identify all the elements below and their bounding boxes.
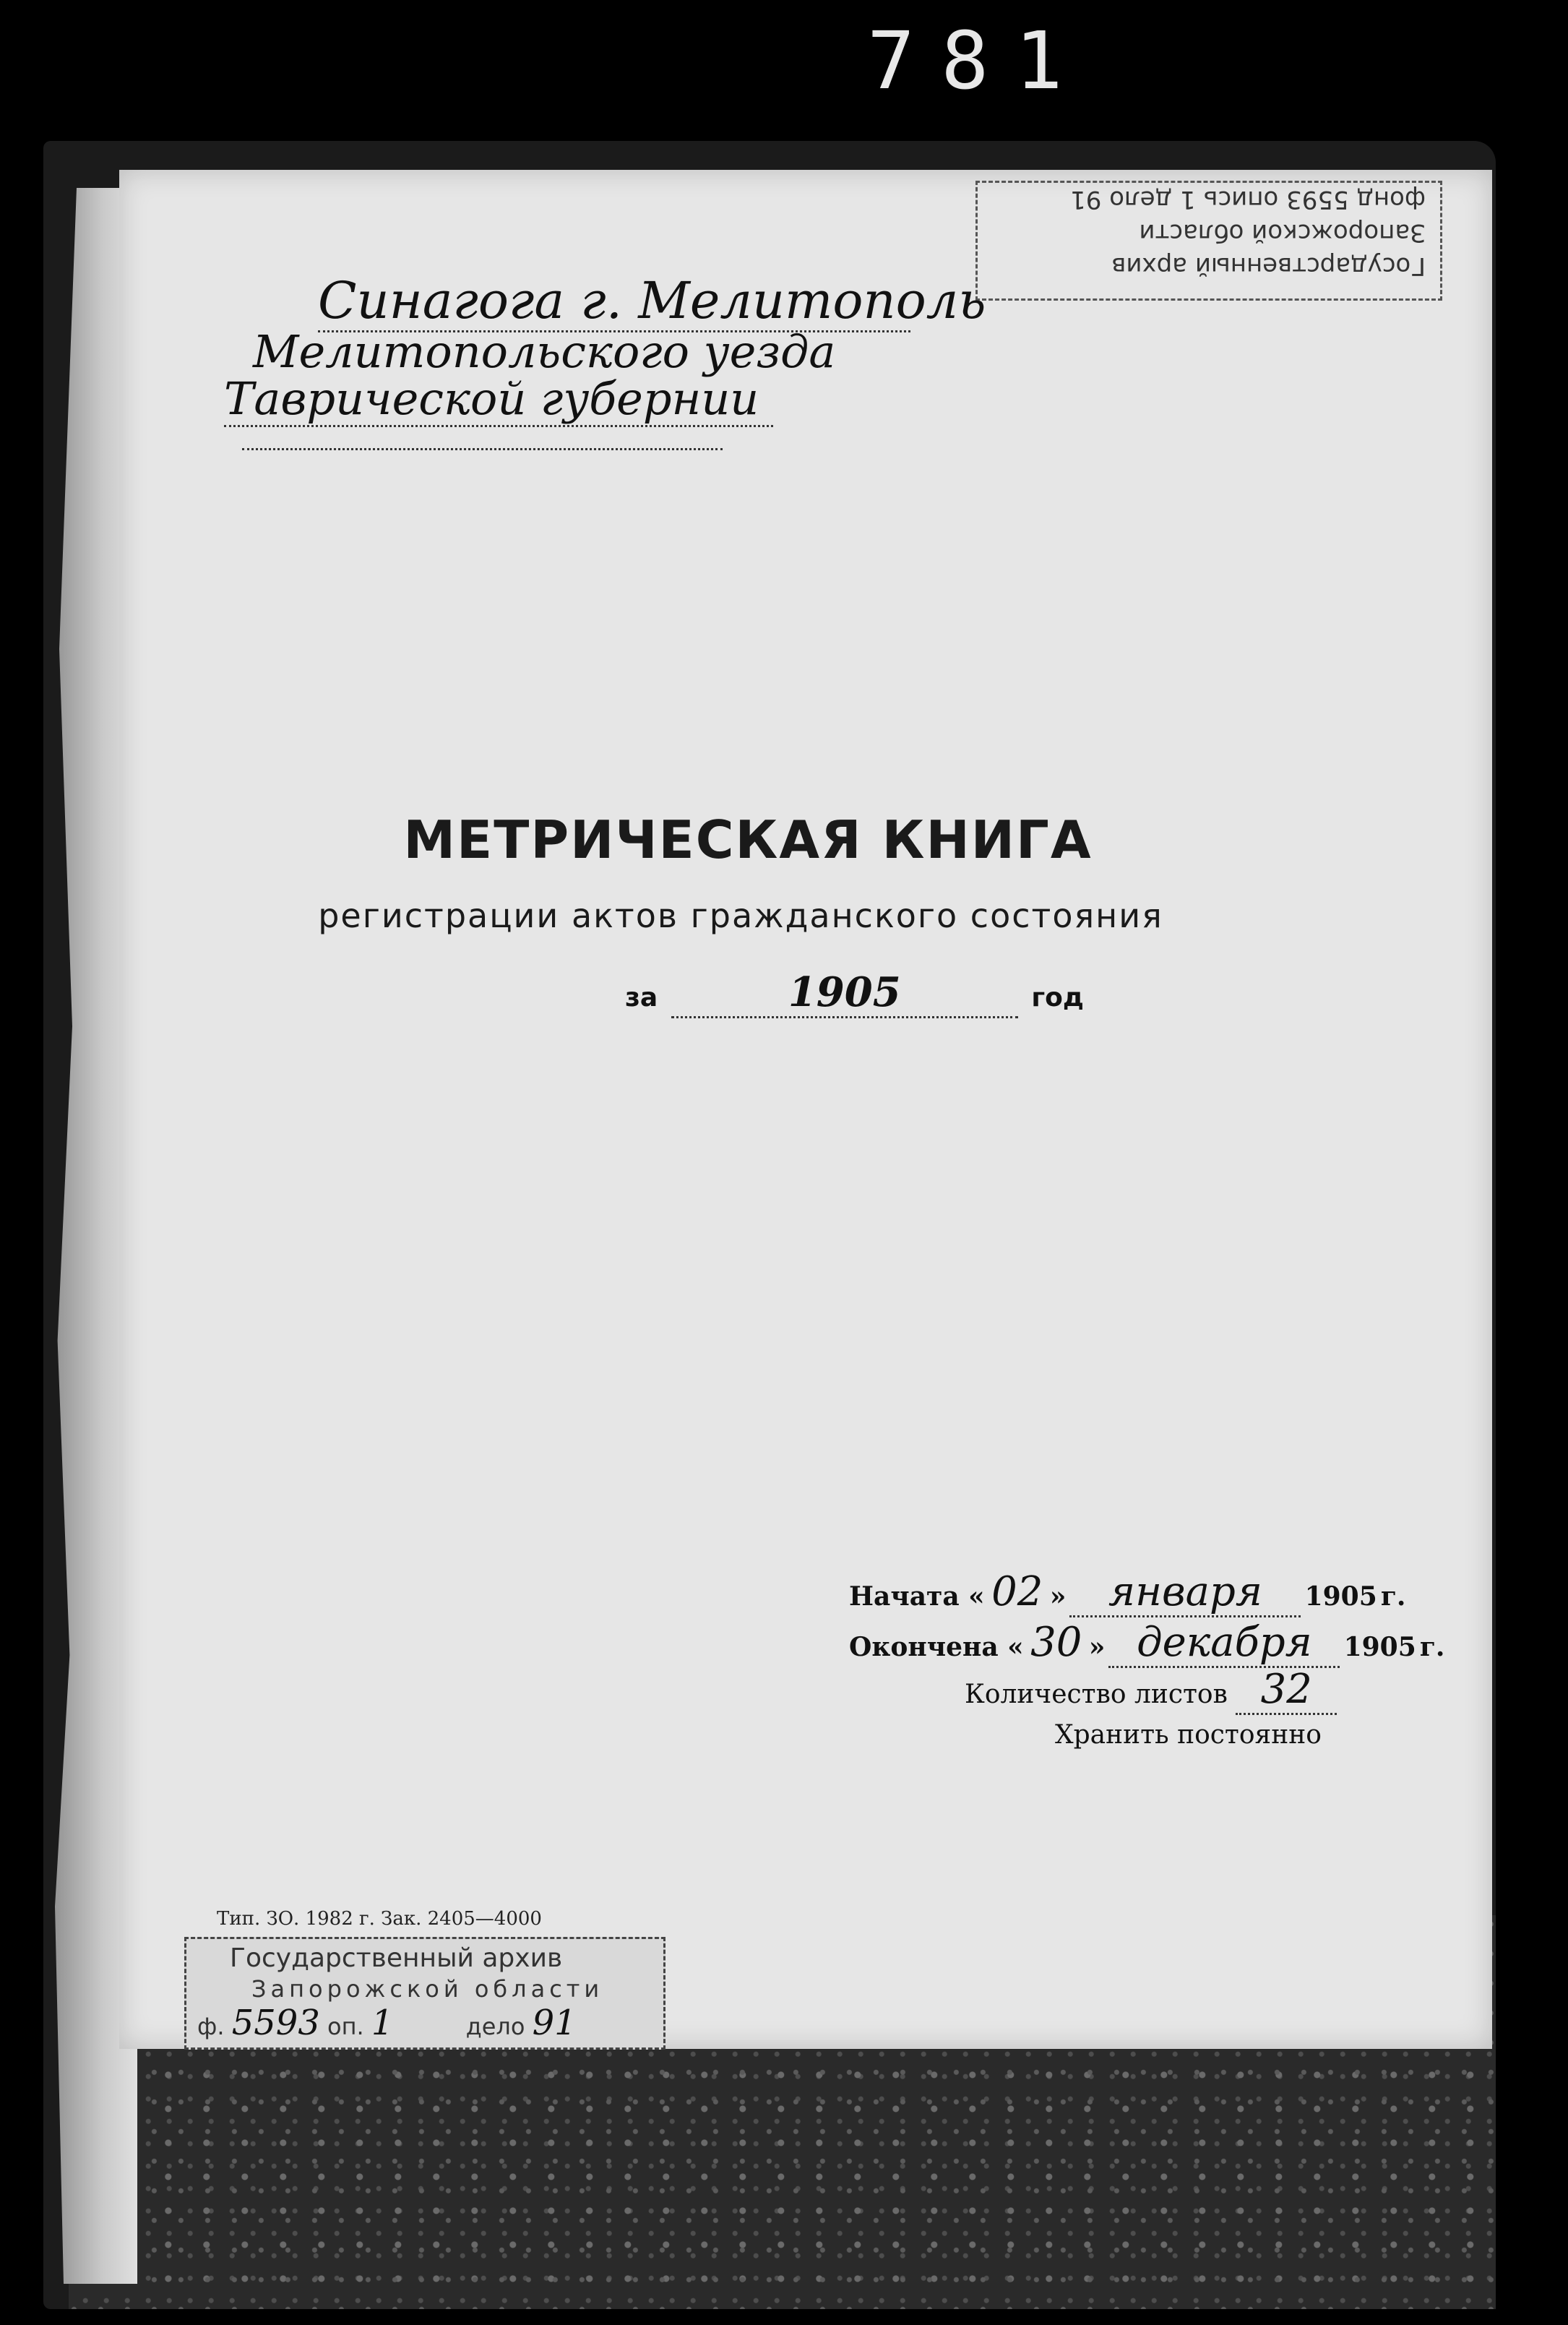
- started-row: [849, 1568, 1405, 1617]
- stamp-bottom-line-3: [197, 2003, 577, 2043]
- opis-label: оп.: [327, 2013, 364, 2040]
- sheets-row: [965, 1666, 1337, 1715]
- fond-label: ф.: [197, 2013, 225, 2040]
- keep-note: Хранить постоянно: [1055, 1720, 1322, 1750]
- title-page: [119, 170, 1492, 2049]
- archive-stamp-top: [975, 181, 1442, 301]
- ended-row: [849, 1619, 1444, 1668]
- started-label: Начата «: [849, 1581, 985, 1612]
- print-info: Тип. ЗО. 1982 г. Зак. 2405—4000: [217, 1908, 542, 1930]
- delo-label: дело: [465, 2013, 525, 2040]
- ended-label: Окончена «: [849, 1632, 1024, 1662]
- year-prefix: за: [625, 983, 658, 1013]
- started-day: 02: [991, 1568, 1043, 1615]
- archive-stamp-bottom: [184, 1937, 665, 2050]
- year-value: 1905: [671, 968, 1018, 1018]
- year-row: [625, 968, 1084, 1018]
- stamp-bottom-line-2: Запорожской области: [251, 1975, 604, 2003]
- blank-line: [242, 434, 723, 450]
- stamp-top-line-2: Запорожской области: [1139, 218, 1426, 247]
- institution-line-2: Мелитопольского уезда: [253, 325, 836, 378]
- frame-number: 781: [867, 14, 1089, 107]
- ended-year-suffix: г.: [1419, 1632, 1445, 1662]
- stamp-top-line-1: Государственный архив: [1111, 252, 1426, 280]
- sheets-value: 32: [1236, 1666, 1337, 1715]
- ended-month: декабря: [1108, 1619, 1340, 1668]
- started-quote: »: [1049, 1581, 1067, 1612]
- fond-value: 5593: [231, 2003, 320, 2043]
- started-year-suffix: г.: [1380, 1581, 1406, 1612]
- ended-day: 30: [1030, 1619, 1082, 1666]
- opis-value: 1: [371, 2003, 394, 2043]
- stamp-top-line-3: фонд 5593 опись 1 дело 91: [1070, 185, 1426, 214]
- institution-line-1: Синагога г. Мелитополь: [318, 271, 910, 332]
- year-suffix: год: [1031, 983, 1084, 1013]
- book-title: МЕТРИЧЕСКАЯ КНИГА: [403, 809, 1093, 870]
- ended-year: 1905: [1343, 1632, 1416, 1662]
- delo-value: 91: [532, 2003, 577, 2043]
- started-month: января: [1069, 1568, 1301, 1617]
- started-year: 1905: [1304, 1581, 1377, 1612]
- ended-quote: »: [1088, 1632, 1106, 1662]
- book-subtitle: регистрации актов гражданского состояния: [318, 896, 1163, 935]
- institution-line-3: Таврической губернии: [224, 372, 773, 427]
- stamp-bottom-line-1: Государственный архив: [230, 1943, 563, 1973]
- sheets-label: Количество листов: [965, 1680, 1228, 1709]
